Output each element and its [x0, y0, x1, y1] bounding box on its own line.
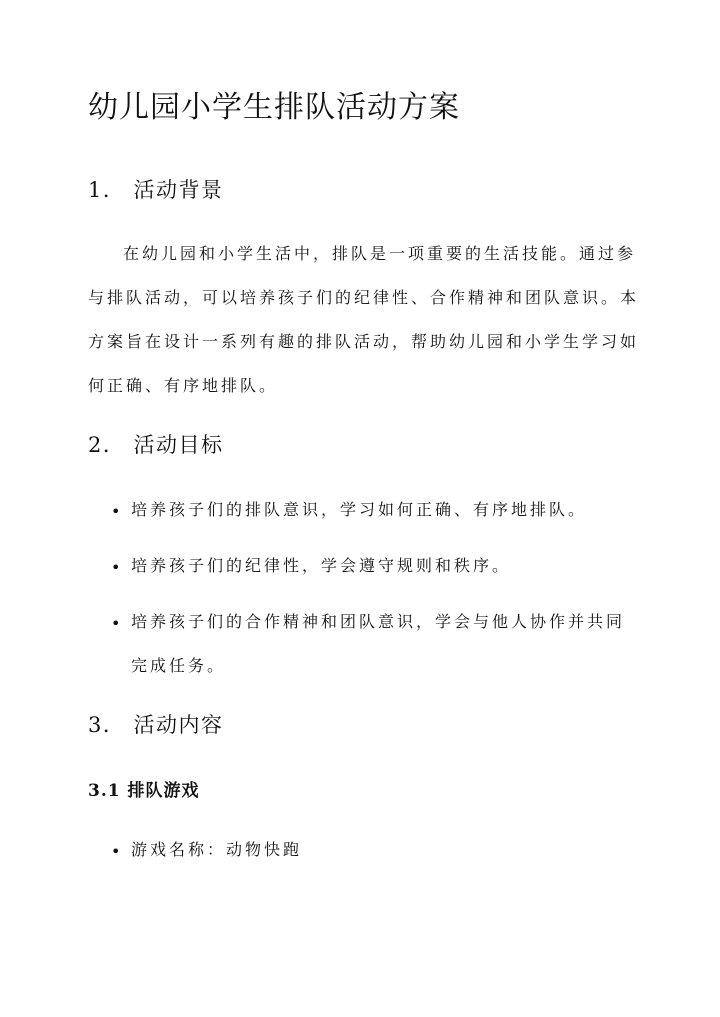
paragraph-line: 与排队活动，可以培养孩子们的纪律性、合作精神和团队意识。本 [88, 288, 640, 307]
list-item-continuation: 完成任务。 [131, 656, 227, 675]
section-heading-background: 1． 活动背景 [88, 178, 224, 202]
list-item: 培养孩子们的排队意识，学习如何正确、有序地排队。 [131, 500, 588, 519]
section-heading-goals: 2． 活动目标 [88, 433, 224, 457]
bullet-icon: • [111, 614, 121, 633]
list-item: 游戏名称：动物快跑 [131, 840, 303, 859]
paragraph-line: 在幼儿园和小学生活中，排队是一项重要的生活技能。通过参 [123, 244, 637, 263]
list-item: 培养孩子们的纪律性，学会遵守规则和秩序。 [131, 556, 512, 575]
page-title: 幼儿园小学生排队活动方案 [88, 90, 460, 125]
list-item: 培养孩子们的合作精神和团队意识，学会与他人协作并共同 [131, 612, 626, 631]
bullet-icon: • [111, 842, 121, 861]
paragraph-line: 方案旨在设计一系列有趣的排队活动，帮助幼儿园和小学生学习如 [88, 332, 640, 351]
subsection-heading-games: 3.1 排队游戏 [88, 781, 200, 801]
section-heading-content: 3． 活动内容 [88, 713, 224, 737]
bullet-icon: • [111, 502, 121, 521]
bullet-icon: • [111, 558, 121, 577]
paragraph-line: 何正确、有序地排队。 [88, 376, 279, 395]
